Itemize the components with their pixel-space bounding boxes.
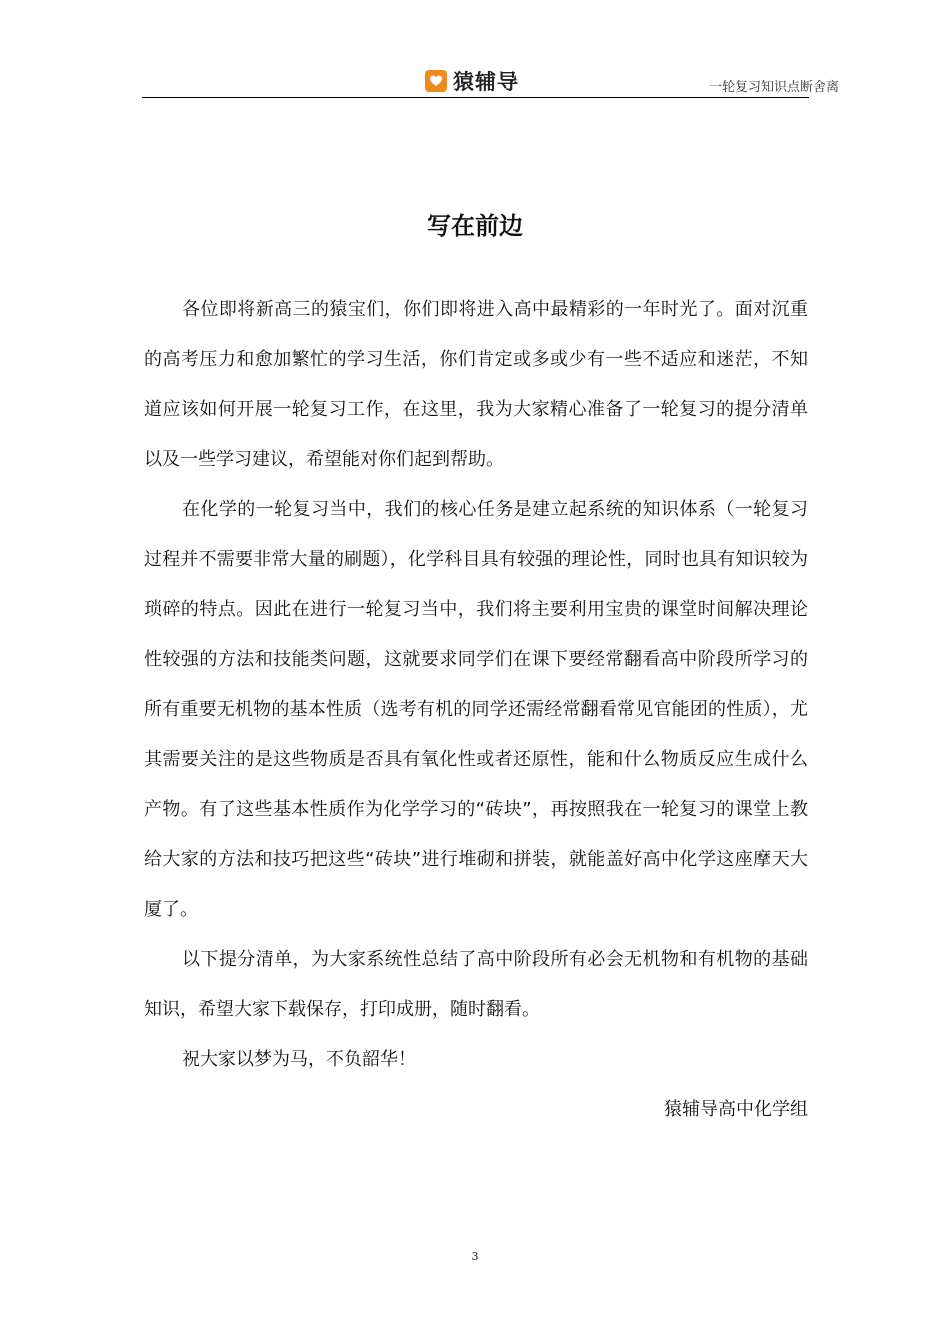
page-title: 写在前边 bbox=[427, 212, 523, 240]
paragraph-chemistry: 在化学的一轮复习当中，我们的核心任务是建立起系统的知识体系（一轮复习过程并不需要非常大量的刷题），化学科目具有较强的理论性，同时也具有知识较为琐碎的特点。因此在进行一轮复习当中，我们将主要利用宝贵的课堂时间解决理论性较强的方法和技能类问题，这就要求同学们在课下要经常翻看高中阶段所学习的所有重要无机物的基本性质（选考有机的同学还需经常翻看常见官能团的性质），尤其需要关注的是这些物质是否具有氧化性或者还原性，能和什么物质反应生成什么产物。有了这些基本性质作为化学学习的“砖块”，再按照我在一轮复习的课堂上教给大家的方法和技巧把这些“砖块”进行堆砌和拼装，就能盖好高中化学这座摩天大厦了。 bbox=[144, 499, 808, 920]
brand-logo bbox=[425, 66, 519, 96]
header-divider bbox=[142, 97, 809, 98]
paragraph-wish: 祝大家以梦为马，不负韶华！ bbox=[182, 1049, 416, 1070]
body-content bbox=[144, 285, 808, 1135]
paragraph-checklist: 以下提分清单，为大家系统性总结了高中阶段所有必会无机物和有机物的基础知识，希望大家下载保存，打印成册，随时翻看。 bbox=[144, 949, 808, 1020]
paragraph-intro: 各位即将新高三的猿宝们，你们即将进入高中最精彩的一年时光了。面对沉重的高考压力和愈加繁忙的学习生活，你们肯定或多或少有一些不适应和迷茫，不知道应该如何开展一轮复习工作，在这里，我为大家精心准备了一轮复习的提分清单以及一些学习建议，希望能对你们起到帮助。 bbox=[144, 299, 808, 470]
page-header bbox=[142, 60, 839, 100]
logo-icon bbox=[425, 70, 447, 92]
brand-name: 猿辅导 bbox=[453, 70, 519, 94]
page-number: 3 bbox=[471, 1250, 479, 1263]
section-label: 一轮复习知识点断舍离 bbox=[708, 80, 839, 95]
signature: 猿辅导高中化学组 bbox=[664, 1099, 808, 1120]
